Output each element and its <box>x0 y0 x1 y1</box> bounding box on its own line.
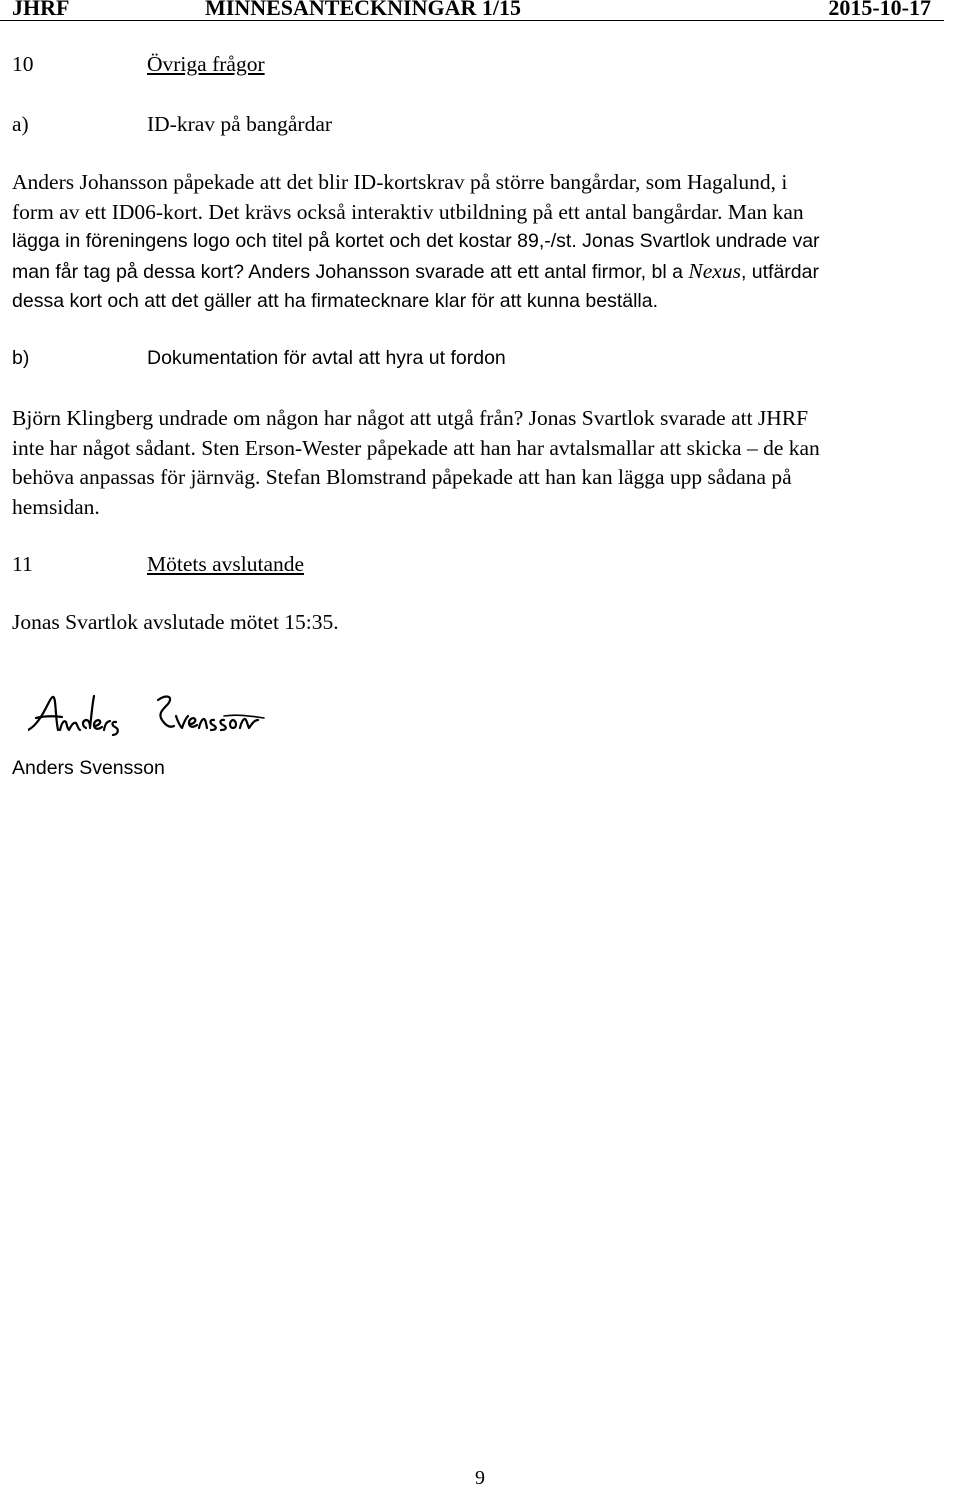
item-b-line-4: hemsidan. <box>12 494 100 519</box>
item-b-label: b) <box>12 347 30 369</box>
header-date: 2015-10-17 <box>828 0 931 20</box>
section-10-title: Övriga frågor <box>147 52 265 76</box>
item-a-line-3: lägga in föreningens logo och titel på kortet och det kostar 89,-/st. Jonas Svartlok undrade var <box>12 230 820 252</box>
item-b-line-3: behöva anpassas för järnväg. Stefan Blomstrand påpekade att han kan lägga upp sådana på <box>12 465 792 489</box>
item-a-line-4-tail: , utfärdar <box>740 260 819 283</box>
item-b-line-2: inte har något sådant. Sten Erson-Wester påpekade att han har avtalsmallar att skicka – de kan <box>12 435 820 460</box>
item-a-line-5: dessa kort och att det gäller att ha firmatecknare klar för att kunna beställa. <box>12 290 659 312</box>
signature-name: Anders Svensson <box>12 757 165 779</box>
item-a-line-4-text: man får tag på dessa kort? Anders Johansson svarade att ett antal firmor, bl a <box>12 260 689 283</box>
item-a-label: a) <box>12 112 29 136</box>
header-org: JHRF <box>12 0 70 20</box>
section-11-number: 11 <box>12 552 33 576</box>
item-a-paragraph <box>12 168 948 317</box>
closing-text: Jonas Svartlok avslutade mötet 15:35. <box>12 610 339 634</box>
section-11-title: Mötets avslutande <box>147 552 305 576</box>
item-a-line-2: form av ett ID06-kort. Det krävs också interaktiv utbildning på ett antal bangårdar. Man kan <box>12 199 804 224</box>
item-a-line-1: Anders Johansson påpekade att det blir ID-kortskrav på större bangårdar, som Hagalund, i <box>12 170 788 194</box>
item-b-paragraph <box>12 404 948 522</box>
item-a-title: ID-krav på bangårdar <box>147 112 333 136</box>
page-number: 9 <box>475 1467 485 1489</box>
header-title: MINNESANTECKNINGAR 1/15 <box>205 0 521 20</box>
item-a-line-4 <box>12 257 948 288</box>
handwritten-signature <box>28 690 268 740</box>
item-a-company-name: Nexus <box>688 258 741 283</box>
item-b-title: Dokumentation för avtal att hyra ut fordon <box>147 347 506 369</box>
section-10-number: 10 <box>12 52 34 76</box>
item-b-line-1: Björn Klingberg undrade om någon har något att utgå från? Jonas Svartlok svarade att JHRF <box>12 406 809 430</box>
page-header <box>0 0 944 21</box>
